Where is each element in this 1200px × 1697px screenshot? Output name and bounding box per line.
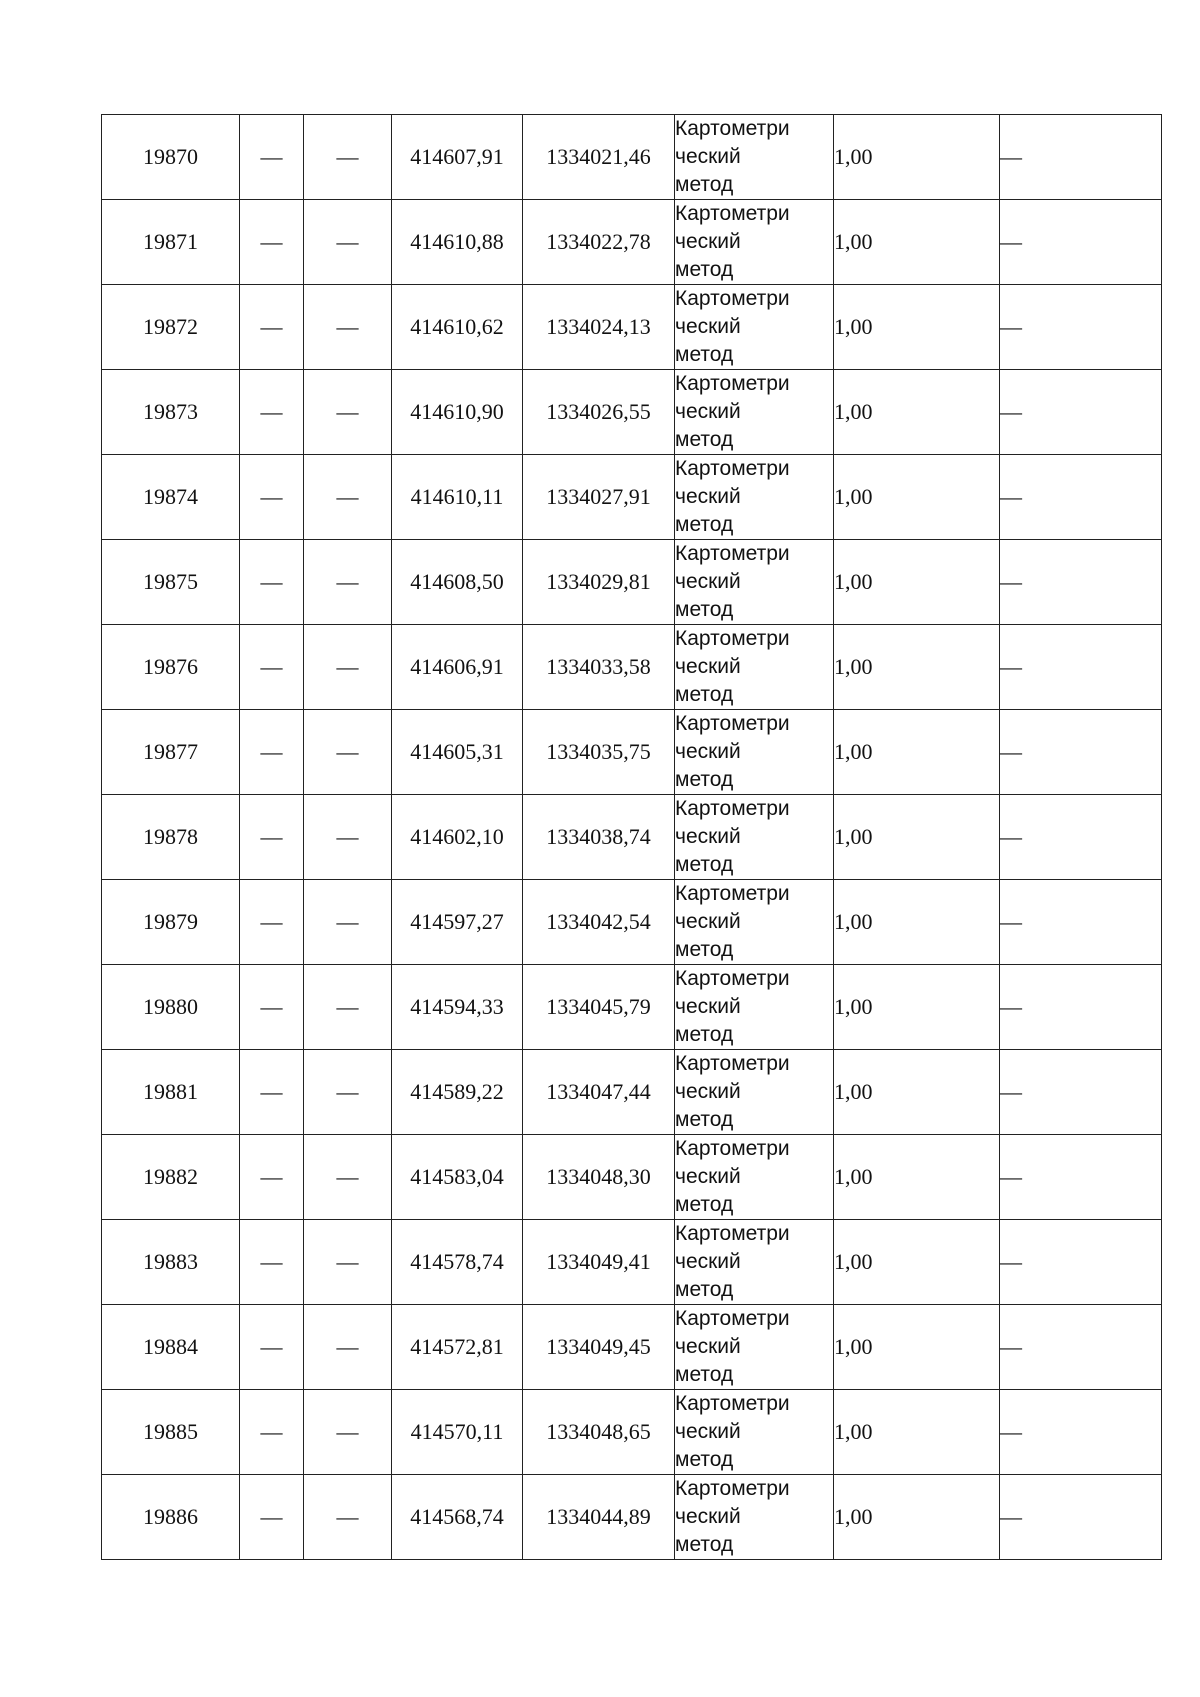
x-coordinate-cell: 414572,81 [392,1305,523,1390]
method-text-line: метод [675,173,734,196]
method-text-line: Картометри [675,287,790,310]
empty-value-cell: — [304,455,392,540]
x-coordinate-cell: 414610,90 [392,370,523,455]
empty-value-cell: — [240,710,304,795]
method-text-line: метод [675,853,734,876]
table-row [102,1390,1162,1475]
empty-value-cell: — [304,880,392,965]
point-number-cell: 19871 [102,200,240,285]
method-text-line: ческий [675,485,741,508]
method-text-line: Картометри [675,1307,790,1330]
empty-value-cell: — [1000,1305,1162,1390]
method-text-line: метод [675,1363,734,1386]
table-row [102,1050,1162,1135]
method-text-line: Картометри [675,457,790,480]
table-row [102,455,1162,540]
method-text-line: ческий [675,145,741,168]
empty-value-cell: — [240,965,304,1050]
point-number-cell: 19886 [102,1475,240,1560]
point-number-cell: 19884 [102,1305,240,1390]
x-coordinate-cell: 414610,62 [392,285,523,370]
empty-value-cell: — [304,370,392,455]
point-number-cell: 19879 [102,880,240,965]
method-text-line: Картометри [675,797,790,820]
empty-value-cell: — [304,1135,392,1220]
empty-value-cell: — [240,1475,304,1560]
empty-value-cell: — [1000,1220,1162,1305]
point-number-cell: 19872 [102,285,240,370]
empty-value-cell: — [240,880,304,965]
y-coordinate-cell: 1334048,65 [523,1390,675,1475]
y-coordinate-cell: 1334026,55 [523,370,675,455]
method-cell [675,710,834,795]
table-row [102,965,1162,1050]
empty-value-cell: — [304,1305,392,1390]
y-coordinate-cell: 1334044,89 [523,1475,675,1560]
accuracy-cell: 1,00 [834,1475,1000,1560]
point-number-cell: 19870 [102,115,240,200]
coordinates-table [101,114,1162,1560]
accuracy-cell: 1,00 [834,115,1000,200]
x-coordinate-cell: 414606,91 [392,625,523,710]
method-cell [675,540,834,625]
accuracy-cell: 1,00 [834,455,1000,540]
method-text-line: Картометри [675,712,790,735]
y-coordinate-cell: 1334045,79 [523,965,675,1050]
table-row [102,370,1162,455]
empty-value-cell: — [1000,370,1162,455]
empty-value-cell: — [1000,1390,1162,1475]
empty-value-cell: — [304,1050,392,1135]
table-row [102,795,1162,880]
accuracy-cell: 1,00 [834,370,1000,455]
table-row [102,1475,1162,1560]
accuracy-cell: 1,00 [834,710,1000,795]
empty-value-cell: — [1000,1475,1162,1560]
method-text-line: Картометри [675,1137,790,1160]
accuracy-cell: 1,00 [834,965,1000,1050]
method-text-line: ческий [675,655,741,678]
empty-value-cell: — [240,1050,304,1135]
method-text-line: ческий [675,1335,741,1358]
method-text-line: метод [675,1533,734,1556]
table-row [102,1220,1162,1305]
point-number-cell: 19881 [102,1050,240,1135]
method-text-line: ческий [675,1505,741,1528]
method-text-line: ческий [675,740,741,763]
method-text-line: Картометри [675,542,790,565]
accuracy-cell: 1,00 [834,1050,1000,1135]
method-text-line: метод [675,1108,734,1131]
empty-value-cell: — [1000,455,1162,540]
table-body [102,115,1162,1560]
table-row [102,115,1162,200]
empty-value-cell: — [240,795,304,880]
table-row [102,880,1162,965]
method-cell [675,1135,834,1220]
empty-value-cell: — [304,1220,392,1305]
empty-value-cell: — [240,1390,304,1475]
point-number-cell: 19885 [102,1390,240,1475]
point-number-cell: 19880 [102,965,240,1050]
empty-value-cell: — [304,285,392,370]
method-text-line: метод [675,938,734,961]
empty-value-cell: — [304,625,392,710]
x-coordinate-cell: 414583,04 [392,1135,523,1220]
x-coordinate-cell: 414578,74 [392,1220,523,1305]
method-text-line: метод [675,343,734,366]
y-coordinate-cell: 1334049,45 [523,1305,675,1390]
method-cell [675,1050,834,1135]
point-number-cell: 19877 [102,710,240,795]
accuracy-cell: 1,00 [834,285,1000,370]
method-text-line: метод [675,513,734,536]
x-coordinate-cell: 414610,11 [392,455,523,540]
x-coordinate-cell: 414602,10 [392,795,523,880]
y-coordinate-cell: 1334024,13 [523,285,675,370]
point-number-cell: 19875 [102,540,240,625]
method-text-line: ческий [675,1165,741,1188]
y-coordinate-cell: 1334021,46 [523,115,675,200]
y-coordinate-cell: 1334029,81 [523,540,675,625]
empty-value-cell: — [304,1475,392,1560]
table-row [102,200,1162,285]
table-row [102,1305,1162,1390]
accuracy-cell: 1,00 [834,1390,1000,1475]
empty-value-cell: — [1000,200,1162,285]
method-cell [675,285,834,370]
method-text-line: ческий [675,1420,741,1443]
x-coordinate-cell: 414597,27 [392,880,523,965]
empty-value-cell: — [240,200,304,285]
method-cell [675,1305,834,1390]
empty-value-cell: — [1000,285,1162,370]
y-coordinate-cell: 1334022,78 [523,200,675,285]
empty-value-cell: — [240,285,304,370]
point-number-cell: 19883 [102,1220,240,1305]
y-coordinate-cell: 1334033,58 [523,625,675,710]
method-text-line: Картометри [675,1477,790,1500]
method-text-line: метод [675,683,734,706]
accuracy-cell: 1,00 [834,200,1000,285]
empty-value-cell: — [304,115,392,200]
method-text-line: метод [675,1023,734,1046]
method-text-line: метод [675,768,734,791]
method-text-line: метод [675,1448,734,1471]
method-cell [675,625,834,710]
empty-value-cell: — [1000,625,1162,710]
empty-value-cell: — [304,795,392,880]
accuracy-cell: 1,00 [834,540,1000,625]
empty-value-cell: — [304,965,392,1050]
method-text-line: ческий [675,230,741,253]
empty-value-cell: — [1000,880,1162,965]
empty-value-cell: — [240,370,304,455]
method-text-line: ческий [675,995,741,1018]
empty-value-cell: — [304,200,392,285]
x-coordinate-cell: 414607,91 [392,115,523,200]
empty-value-cell: — [240,115,304,200]
empty-value-cell: — [304,540,392,625]
empty-value-cell: — [240,540,304,625]
table-row [102,540,1162,625]
method-cell [675,455,834,540]
method-text-line: ческий [675,910,741,933]
table-row [102,710,1162,795]
empty-value-cell: — [1000,1135,1162,1220]
empty-value-cell: — [1000,965,1162,1050]
y-coordinate-cell: 1334027,91 [523,455,675,540]
empty-value-cell: — [1000,115,1162,200]
method-text-line: метод [675,1278,734,1301]
y-coordinate-cell: 1334049,41 [523,1220,675,1305]
method-text-line: Картометри [675,117,790,140]
accuracy-cell: 1,00 [834,1135,1000,1220]
method-text-line: Картометри [675,967,790,990]
method-text-line: ческий [675,825,741,848]
x-coordinate-cell: 414589,22 [392,1050,523,1135]
point-number-cell: 19873 [102,370,240,455]
point-number-cell: 19878 [102,795,240,880]
empty-value-cell: — [240,455,304,540]
empty-value-cell: — [304,710,392,795]
x-coordinate-cell: 414568,74 [392,1475,523,1560]
method-text-line: ческий [675,315,741,338]
table-row [102,625,1162,710]
method-cell [675,880,834,965]
method-text-line: Картометри [675,202,790,225]
x-coordinate-cell: 414608,50 [392,540,523,625]
y-coordinate-cell: 1334042,54 [523,880,675,965]
method-text-line: ческий [675,1080,741,1103]
method-text-line: Картометри [675,1052,790,1075]
point-number-cell: 19874 [102,455,240,540]
empty-value-cell: — [240,1220,304,1305]
y-coordinate-cell: 1334047,44 [523,1050,675,1135]
empty-value-cell: — [240,625,304,710]
accuracy-cell: 1,00 [834,880,1000,965]
method-text-line: метод [675,428,734,451]
point-number-cell: 19882 [102,1135,240,1220]
method-text-line: Картометри [675,1222,790,1245]
method-text-line: метод [675,598,734,621]
accuracy-cell: 1,00 [834,1305,1000,1390]
y-coordinate-cell: 1334048,30 [523,1135,675,1220]
method-text-line: ческий [675,1250,741,1273]
table-row [102,1135,1162,1220]
accuracy-cell: 1,00 [834,1220,1000,1305]
method-cell [675,965,834,1050]
method-cell [675,1220,834,1305]
method-cell [675,1475,834,1560]
x-coordinate-cell: 414594,33 [392,965,523,1050]
empty-value-cell: — [304,1390,392,1475]
empty-value-cell: — [1000,710,1162,795]
y-coordinate-cell: 1334035,75 [523,710,675,795]
x-coordinate-cell: 414605,31 [392,710,523,795]
method-text-line: Картометри [675,372,790,395]
empty-value-cell: — [1000,1050,1162,1135]
empty-value-cell: — [1000,540,1162,625]
accuracy-cell: 1,00 [834,625,1000,710]
empty-value-cell: — [240,1135,304,1220]
accuracy-cell: 1,00 [834,795,1000,880]
point-number-cell: 19876 [102,625,240,710]
empty-value-cell: — [240,1305,304,1390]
method-text-line: ческий [675,400,741,423]
method-cell [675,200,834,285]
method-text-line: Картометри [675,1392,790,1415]
method-text-line: Картометри [675,627,790,650]
method-cell [675,370,834,455]
x-coordinate-cell: 414610,88 [392,200,523,285]
method-cell [675,1390,834,1475]
method-cell [675,795,834,880]
method-text-line: Картометри [675,882,790,905]
method-text-line: ческий [675,570,741,593]
method-text-line: метод [675,1193,734,1216]
y-coordinate-cell: 1334038,74 [523,795,675,880]
method-text-line: метод [675,258,734,281]
method-cell [675,115,834,200]
empty-value-cell: — [1000,795,1162,880]
x-coordinate-cell: 414570,11 [392,1390,523,1475]
table-row [102,285,1162,370]
